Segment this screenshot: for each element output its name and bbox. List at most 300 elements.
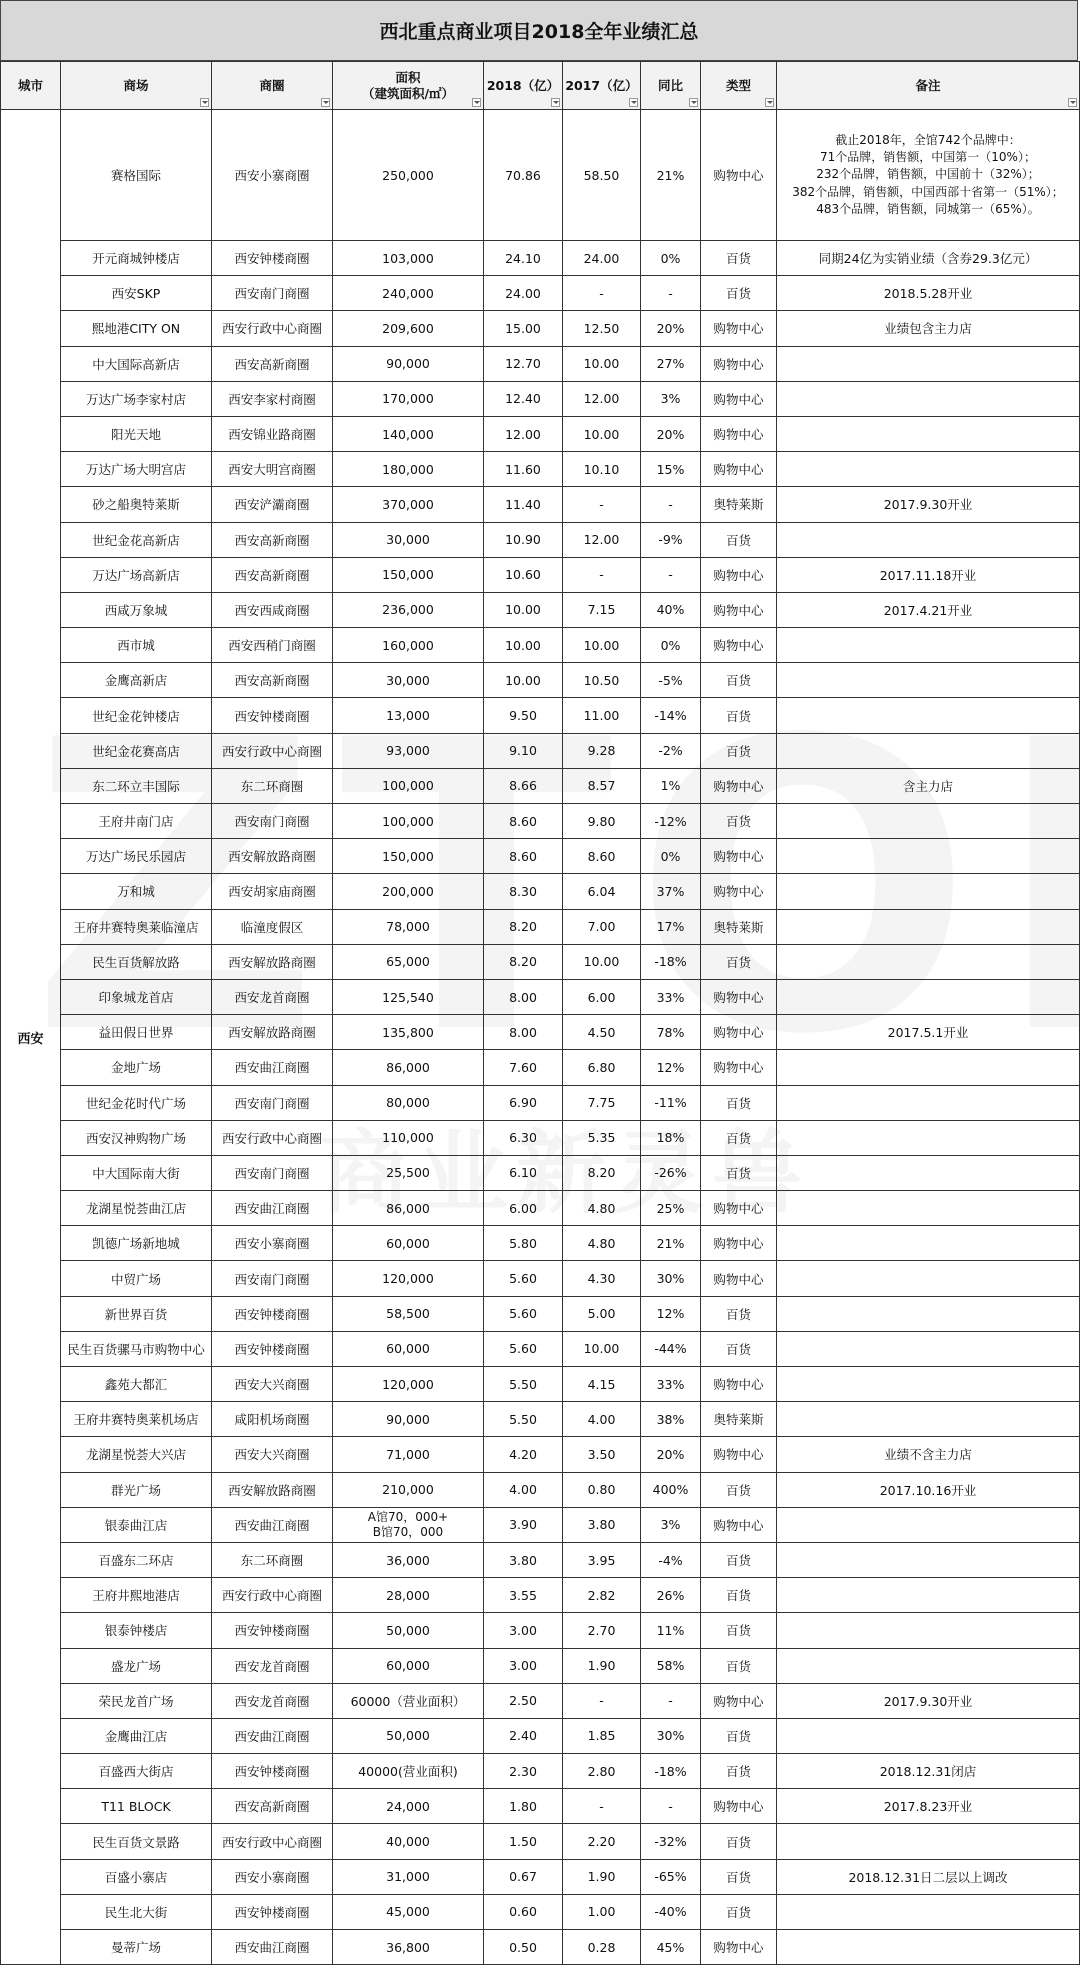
- mall-cell[interactable]: 盛龙广场: [61, 1648, 212, 1683]
- note-cell[interactable]: [777, 628, 1080, 663]
- sales-2018-cell[interactable]: 6.10: [484, 1155, 563, 1190]
- business-district-cell[interactable]: 西安大明宫商圈: [212, 452, 333, 487]
- sales-2017-cell[interactable]: 24.00: [563, 241, 641, 276]
- type-cell[interactable]: 购物中心: [701, 839, 777, 874]
- sales-2017-cell[interactable]: 10.00: [563, 944, 641, 979]
- area-cell[interactable]: 13,000: [333, 698, 484, 733]
- area-cell[interactable]: 250,000: [333, 110, 484, 241]
- area-cell[interactable]: 86,000: [333, 1050, 484, 1085]
- filter-dropdown-icon[interactable]: [1068, 98, 1077, 107]
- mall-cell[interactable]: 民生百货解放路: [61, 944, 212, 979]
- area-cell[interactable]: 135,800: [333, 1015, 484, 1050]
- sales-2018-cell[interactable]: 0.50: [484, 1930, 563, 1965]
- sales-2017-cell[interactable]: 10.00: [563, 1331, 641, 1366]
- sales-2017-cell[interactable]: 9.80: [563, 804, 641, 839]
- business-district-cell[interactable]: 西安西咸商圈: [212, 592, 333, 627]
- mall-cell[interactable]: 民生百货文景路: [61, 1824, 212, 1859]
- sales-2017-cell[interactable]: 7.15: [563, 592, 641, 627]
- filter-dropdown-icon[interactable]: [765, 98, 774, 107]
- sales-2018-cell[interactable]: 6.90: [484, 1085, 563, 1120]
- area-cell[interactable]: 50,000: [333, 1718, 484, 1753]
- mall-cell[interactable]: 王府井南门店: [61, 804, 212, 839]
- yoy-cell[interactable]: -18%: [641, 944, 701, 979]
- mall-cell[interactable]: 百盛东二环店: [61, 1542, 212, 1577]
- note-cell[interactable]: [777, 1648, 1080, 1683]
- type-cell[interactable]: 购物中心: [701, 311, 777, 346]
- mall-cell[interactable]: 西市城: [61, 628, 212, 663]
- note-cell[interactable]: [777, 1155, 1080, 1190]
- type-cell[interactable]: 购物中心: [701, 1437, 777, 1472]
- area-cell[interactable]: 36,000: [333, 1542, 484, 1577]
- area-cell[interactable]: 90,000: [333, 346, 484, 381]
- type-cell[interactable]: 购物中心: [701, 768, 777, 803]
- area-cell[interactable]: 60,000: [333, 1648, 484, 1683]
- type-cell[interactable]: 百货: [701, 1472, 777, 1507]
- filter-dropdown-icon[interactable]: [472, 98, 481, 107]
- note-cell[interactable]: [777, 1085, 1080, 1120]
- type-cell[interactable]: 购物中心: [701, 1191, 777, 1226]
- sales-2017-cell[interactable]: 7.75: [563, 1085, 641, 1120]
- yoy-cell[interactable]: 0%: [641, 628, 701, 663]
- area-cell[interactable]: 25,500: [333, 1155, 484, 1190]
- type-cell[interactable]: 购物中心: [701, 381, 777, 416]
- business-district-cell[interactable]: 西安解放路商圈: [212, 1015, 333, 1050]
- sales-2018-cell[interactable]: 10.60: [484, 557, 563, 592]
- mall-cell[interactable]: 中大国际南大街: [61, 1155, 212, 1190]
- sales-2018-cell[interactable]: 10.90: [484, 522, 563, 557]
- sales-2017-cell[interactable]: 6.80: [563, 1050, 641, 1085]
- type-cell[interactable]: 百货: [701, 1296, 777, 1331]
- area-cell[interactable]: 100,000: [333, 804, 484, 839]
- business-district-cell[interactable]: 西安曲江商圈: [212, 1050, 333, 1085]
- yoy-cell[interactable]: -18%: [641, 1754, 701, 1789]
- type-cell[interactable]: 百货: [701, 1648, 777, 1683]
- header-2017[interactable]: 2017（亿）: [563, 62, 641, 110]
- area-cell[interactable]: 210,000: [333, 1472, 484, 1507]
- business-district-cell[interactable]: 西安小寨商圈: [212, 1859, 333, 1894]
- note-cell[interactable]: [777, 979, 1080, 1014]
- note-cell[interactable]: [777, 1120, 1080, 1155]
- sales-2017-cell[interactable]: 8.20: [563, 1155, 641, 1190]
- yoy-cell[interactable]: 17%: [641, 909, 701, 944]
- sales-2018-cell[interactable]: 12.00: [484, 416, 563, 451]
- type-cell[interactable]: 百货: [701, 733, 777, 768]
- mall-cell[interactable]: 世纪金花赛高店: [61, 733, 212, 768]
- mall-cell[interactable]: 王府井赛特奥莱临潼店: [61, 909, 212, 944]
- mall-cell[interactable]: 世纪金花时代广场: [61, 1085, 212, 1120]
- type-cell[interactable]: 百货: [701, 804, 777, 839]
- yoy-cell[interactable]: -: [641, 487, 701, 522]
- sales-2018-cell[interactable]: 10.00: [484, 663, 563, 698]
- sales-2018-cell[interactable]: 70.86: [484, 110, 563, 241]
- area-cell[interactable]: 65,000: [333, 944, 484, 979]
- yoy-cell[interactable]: -11%: [641, 1085, 701, 1120]
- yoy-cell[interactable]: 27%: [641, 346, 701, 381]
- area-cell[interactable]: 209,600: [333, 311, 484, 346]
- filter-dropdown-icon[interactable]: [689, 98, 698, 107]
- mall-cell[interactable]: 银泰钟楼店: [61, 1613, 212, 1648]
- area-cell[interactable]: 58,500: [333, 1296, 484, 1331]
- sales-2017-cell[interactable]: 10.00: [563, 416, 641, 451]
- sales-2017-cell[interactable]: 3.50: [563, 1437, 641, 1472]
- yoy-cell[interactable]: 33%: [641, 1367, 701, 1402]
- type-cell[interactable]: 购物中心: [701, 1050, 777, 1085]
- note-cell[interactable]: [777, 1613, 1080, 1648]
- note-cell[interactable]: 2017.9.30开业: [777, 487, 1080, 522]
- mall-cell[interactable]: 赛格国际: [61, 110, 212, 241]
- mall-cell[interactable]: 鑫苑大都汇: [61, 1367, 212, 1402]
- note-cell[interactable]: [777, 1507, 1080, 1542]
- sales-2018-cell[interactable]: 12.40: [484, 381, 563, 416]
- sales-2018-cell[interactable]: 10.00: [484, 628, 563, 663]
- yoy-cell[interactable]: 58%: [641, 1648, 701, 1683]
- business-district-cell[interactable]: 西安南门商圈: [212, 1085, 333, 1120]
- note-cell[interactable]: 2018.5.28开业: [777, 276, 1080, 311]
- area-cell[interactable]: 30,000: [333, 522, 484, 557]
- area-cell[interactable]: 160,000: [333, 628, 484, 663]
- type-cell[interactable]: 购物中心: [701, 452, 777, 487]
- note-cell[interactable]: [777, 381, 1080, 416]
- type-cell[interactable]: 购物中心: [701, 1226, 777, 1261]
- mall-cell[interactable]: 王府井熙地港店: [61, 1578, 212, 1613]
- business-district-cell[interactable]: 西安曲江商圈: [212, 1191, 333, 1226]
- sales-2018-cell[interactable]: 8.60: [484, 839, 563, 874]
- note-cell[interactable]: 2017.8.23开业: [777, 1789, 1080, 1824]
- area-cell[interactable]: 100,000: [333, 768, 484, 803]
- note-cell[interactable]: 2018.12.31闭店: [777, 1754, 1080, 1789]
- mall-cell[interactable]: 开元商城钟楼店: [61, 241, 212, 276]
- sales-2018-cell[interactable]: 8.00: [484, 979, 563, 1014]
- mall-cell[interactable]: 印象城龙首店: [61, 979, 212, 1014]
- mall-cell[interactable]: 王府井赛特奥莱机场店: [61, 1402, 212, 1437]
- type-cell[interactable]: 百货: [701, 1754, 777, 1789]
- mall-cell[interactable]: 东二环立丰国际: [61, 768, 212, 803]
- sales-2017-cell[interactable]: 4.00: [563, 1402, 641, 1437]
- note-cell[interactable]: 2017.11.18开业: [777, 557, 1080, 592]
- yoy-cell[interactable]: -: [641, 557, 701, 592]
- sales-2017-cell[interactable]: 58.50: [563, 110, 641, 241]
- area-cell[interactable]: 93,000: [333, 733, 484, 768]
- sales-2018-cell[interactable]: 8.20: [484, 909, 563, 944]
- business-district-cell[interactable]: 西安行政中心商圈: [212, 1824, 333, 1859]
- note-cell[interactable]: 含主力店: [777, 768, 1080, 803]
- note-cell[interactable]: [777, 1226, 1080, 1261]
- note-cell[interactable]: [777, 663, 1080, 698]
- sales-2018-cell[interactable]: 0.67: [484, 1859, 563, 1894]
- type-cell[interactable]: 百货: [701, 1613, 777, 1648]
- city-cell[interactable]: 西安: [1, 110, 61, 1965]
- sales-2017-cell[interactable]: 11.00: [563, 698, 641, 733]
- type-cell[interactable]: 百货: [701, 1894, 777, 1929]
- yoy-cell[interactable]: 38%: [641, 1402, 701, 1437]
- yoy-cell[interactable]: 0%: [641, 839, 701, 874]
- yoy-cell[interactable]: -9%: [641, 522, 701, 557]
- area-cell[interactable]: 28,000: [333, 1578, 484, 1613]
- business-district-cell[interactable]: 西安小寨商圈: [212, 110, 333, 241]
- sales-2017-cell[interactable]: 12.00: [563, 522, 641, 557]
- yoy-cell[interactable]: 3%: [641, 381, 701, 416]
- sales-2017-cell[interactable]: 2.80: [563, 1754, 641, 1789]
- header-area[interactable]: 面积 （建筑面积/㎡）: [333, 62, 484, 110]
- sales-2018-cell[interactable]: 9.50: [484, 698, 563, 733]
- yoy-cell[interactable]: 20%: [641, 416, 701, 451]
- mall-cell[interactable]: T11 BLOCK: [61, 1789, 212, 1824]
- area-cell[interactable]: 36,800: [333, 1930, 484, 1965]
- sales-2018-cell[interactable]: 5.50: [484, 1402, 563, 1437]
- yoy-cell[interactable]: -2%: [641, 733, 701, 768]
- note-cell[interactable]: 2017.10.16开业: [777, 1472, 1080, 1507]
- filter-dropdown-icon[interactable]: [551, 98, 560, 107]
- note-cell[interactable]: [777, 874, 1080, 909]
- sales-2018-cell[interactable]: 9.10: [484, 733, 563, 768]
- area-cell[interactable]: 236,000: [333, 592, 484, 627]
- sales-2018-cell[interactable]: 3.00: [484, 1613, 563, 1648]
- yoy-cell[interactable]: 12%: [641, 1296, 701, 1331]
- type-cell[interactable]: 百货: [701, 241, 777, 276]
- business-district-cell[interactable]: 西安钟楼商圈: [212, 241, 333, 276]
- business-district-cell[interactable]: 西安钟楼商圈: [212, 1754, 333, 1789]
- area-cell[interactable]: 50,000: [333, 1613, 484, 1648]
- sales-2018-cell[interactable]: 8.60: [484, 804, 563, 839]
- business-district-cell[interactable]: 西安高新商圈: [212, 557, 333, 592]
- area-cell[interactable]: 240,000: [333, 276, 484, 311]
- mall-cell[interactable]: 中大国际高新店: [61, 346, 212, 381]
- type-cell[interactable]: 购物中心: [701, 557, 777, 592]
- type-cell[interactable]: 购物中心: [701, 874, 777, 909]
- type-cell[interactable]: 百货: [701, 663, 777, 698]
- area-cell[interactable]: 40000(营业面积): [333, 1754, 484, 1789]
- sales-2018-cell[interactable]: 8.66: [484, 768, 563, 803]
- type-cell[interactable]: 百货: [701, 522, 777, 557]
- business-district-cell[interactable]: 东二环商圈: [212, 1542, 333, 1577]
- sales-2018-cell[interactable]: 3.80: [484, 1542, 563, 1577]
- yoy-cell[interactable]: -: [641, 1789, 701, 1824]
- yoy-cell[interactable]: 18%: [641, 1120, 701, 1155]
- yoy-cell[interactable]: 21%: [641, 1226, 701, 1261]
- type-cell[interactable]: 购物中心: [701, 628, 777, 663]
- type-cell[interactable]: 购物中心: [701, 110, 777, 241]
- note-cell[interactable]: [777, 1050, 1080, 1085]
- yoy-cell[interactable]: 37%: [641, 874, 701, 909]
- type-cell[interactable]: 百货: [701, 1542, 777, 1577]
- mall-cell[interactable]: 西安汉神购物广场: [61, 1120, 212, 1155]
- sales-2018-cell[interactable]: 10.00: [484, 592, 563, 627]
- type-cell[interactable]: 购物中心: [701, 1683, 777, 1718]
- area-cell[interactable]: 170,000: [333, 381, 484, 416]
- sales-2017-cell[interactable]: 9.28: [563, 733, 641, 768]
- sales-2017-cell[interactable]: 10.00: [563, 628, 641, 663]
- yoy-cell[interactable]: 0%: [641, 241, 701, 276]
- mall-cell[interactable]: 民生百货骡马市购物中心: [61, 1331, 212, 1366]
- mall-cell[interactable]: 砂之船奥特莱斯: [61, 487, 212, 522]
- yoy-cell[interactable]: 33%: [641, 979, 701, 1014]
- mall-cell[interactable]: 万达广场大明宫店: [61, 452, 212, 487]
- sales-2017-cell[interactable]: 1.85: [563, 1718, 641, 1753]
- sales-2018-cell[interactable]: 2.40: [484, 1718, 563, 1753]
- mall-cell[interactable]: 金地广场: [61, 1050, 212, 1085]
- yoy-cell[interactable]: -65%: [641, 1859, 701, 1894]
- type-cell[interactable]: 购物中心: [701, 1789, 777, 1824]
- area-cell[interactable]: 60,000: [333, 1226, 484, 1261]
- type-cell[interactable]: 购物中心: [701, 346, 777, 381]
- business-district-cell[interactable]: 西安行政中心商圈: [212, 1578, 333, 1613]
- sales-2018-cell[interactable]: 8.00: [484, 1015, 563, 1050]
- yoy-cell[interactable]: 45%: [641, 1930, 701, 1965]
- sales-2018-cell[interactable]: 2.50: [484, 1683, 563, 1718]
- yoy-cell[interactable]: 78%: [641, 1015, 701, 1050]
- note-cell[interactable]: [777, 346, 1080, 381]
- area-cell[interactable]: 180,000: [333, 452, 484, 487]
- business-district-cell[interactable]: 西安曲江商圈: [212, 1507, 333, 1542]
- type-cell[interactable]: 百货: [701, 1824, 777, 1859]
- sales-2018-cell[interactable]: 5.80: [484, 1226, 563, 1261]
- note-cell[interactable]: [777, 110, 1080, 241]
- note-cell[interactable]: [777, 839, 1080, 874]
- area-cell[interactable]: 71,000: [333, 1437, 484, 1472]
- sales-2018-cell[interactable]: 24.10: [484, 241, 563, 276]
- sales-2017-cell[interactable]: 1.00: [563, 1894, 641, 1929]
- type-cell[interactable]: 购物中心: [701, 1507, 777, 1542]
- note-cell[interactable]: [777, 416, 1080, 451]
- sales-2018-cell[interactable]: 0.60: [484, 1894, 563, 1929]
- type-cell[interactable]: 奥特莱斯: [701, 909, 777, 944]
- business-district-cell[interactable]: 西安龙首商圈: [212, 979, 333, 1014]
- note-cell[interactable]: 同期24亿为实销业绩（含券29.3亿元）: [777, 241, 1080, 276]
- sales-2017-cell[interactable]: 4.30: [563, 1261, 641, 1296]
- area-cell[interactable]: 125,540: [333, 979, 484, 1014]
- yoy-cell[interactable]: -4%: [641, 1542, 701, 1577]
- yoy-cell[interactable]: -40%: [641, 1894, 701, 1929]
- area-cell[interactable]: 24,000: [333, 1789, 484, 1824]
- note-cell[interactable]: [777, 1930, 1080, 1965]
- area-cell[interactable]: [333, 1507, 484, 1542]
- business-district-cell[interactable]: 西安钟楼商圈: [212, 1296, 333, 1331]
- sales-2018-cell[interactable]: 8.20: [484, 944, 563, 979]
- note-cell[interactable]: [777, 452, 1080, 487]
- business-district-cell[interactable]: 西安龙首商圈: [212, 1683, 333, 1718]
- note-cell[interactable]: [777, 1542, 1080, 1577]
- yoy-cell[interactable]: 26%: [641, 1578, 701, 1613]
- yoy-cell[interactable]: -: [641, 1683, 701, 1718]
- sales-2017-cell[interactable]: 3.80: [563, 1507, 641, 1542]
- area-cell[interactable]: 30,000: [333, 663, 484, 698]
- sales-2017-cell[interactable]: 12.00: [563, 381, 641, 416]
- sales-2018-cell[interactable]: 5.60: [484, 1296, 563, 1331]
- sales-2018-cell[interactable]: 4.20: [484, 1437, 563, 1472]
- yoy-cell[interactable]: 3%: [641, 1507, 701, 1542]
- type-cell[interactable]: 购物中心: [701, 1015, 777, 1050]
- note-cell[interactable]: 2017.4.21开业: [777, 592, 1080, 627]
- type-cell[interactable]: 购物中心: [701, 592, 777, 627]
- sales-2017-cell[interactable]: 5.00: [563, 1296, 641, 1331]
- area-cell[interactable]: 200,000: [333, 874, 484, 909]
- sales-2017-cell[interactable]: 1.90: [563, 1859, 641, 1894]
- business-district-cell[interactable]: 西安钟楼商圈: [212, 1613, 333, 1648]
- yoy-cell[interactable]: -26%: [641, 1155, 701, 1190]
- sales-2018-cell[interactable]: 3.55: [484, 1578, 563, 1613]
- sales-2017-cell[interactable]: -: [563, 487, 641, 522]
- type-cell[interactable]: 奥特莱斯: [701, 1402, 777, 1437]
- sales-2017-cell[interactable]: 10.00: [563, 346, 641, 381]
- mall-cell[interactable]: 龙湖星悦荟曲江店: [61, 1191, 212, 1226]
- business-district-cell[interactable]: 西安行政中心商圈: [212, 733, 333, 768]
- business-district-cell[interactable]: 西安南门商圈: [212, 1155, 333, 1190]
- type-cell[interactable]: 百货: [701, 1085, 777, 1120]
- sales-2018-cell[interactable]: 7.60: [484, 1050, 563, 1085]
- sales-2017-cell[interactable]: 7.00: [563, 909, 641, 944]
- type-cell[interactable]: 百货: [701, 1155, 777, 1190]
- note-cell[interactable]: 业绩不含主力店: [777, 1437, 1080, 1472]
- mall-cell[interactable]: 群光广场: [61, 1472, 212, 1507]
- type-cell[interactable]: 购物中心: [701, 1367, 777, 1402]
- mall-cell[interactable]: 百盛西大街店: [61, 1754, 212, 1789]
- header-business-district[interactable]: 商圈: [212, 62, 333, 110]
- business-district-cell[interactable]: 西安解放路商圈: [212, 839, 333, 874]
- type-cell[interactable]: 百货: [701, 1120, 777, 1155]
- yoy-cell[interactable]: 1%: [641, 768, 701, 803]
- type-cell[interactable]: 购物中心: [701, 416, 777, 451]
- sales-2017-cell[interactable]: 6.00: [563, 979, 641, 1014]
- sales-2017-cell[interactable]: 8.60: [563, 839, 641, 874]
- note-cell[interactable]: [777, 1894, 1080, 1929]
- note-cell[interactable]: [777, 1824, 1080, 1859]
- business-district-cell[interactable]: 西安高新商圈: [212, 1789, 333, 1824]
- area-cell[interactable]: 80,000: [333, 1085, 484, 1120]
- area-cell[interactable]: 103,000: [333, 241, 484, 276]
- sales-2017-cell[interactable]: -: [563, 1683, 641, 1718]
- sales-2017-cell[interactable]: 4.80: [563, 1191, 641, 1226]
- sales-2017-cell[interactable]: 4.80: [563, 1226, 641, 1261]
- sales-2018-cell[interactable]: 24.00: [484, 276, 563, 311]
- business-district-cell[interactable]: 西安锦业路商圈: [212, 416, 333, 451]
- sales-2017-cell[interactable]: 5.35: [563, 1120, 641, 1155]
- sales-2018-cell[interactable]: 1.50: [484, 1824, 563, 1859]
- yoy-cell[interactable]: 12%: [641, 1050, 701, 1085]
- mall-cell[interactable]: 曼蒂广场: [61, 1930, 212, 1965]
- sales-2017-cell[interactable]: -: [563, 1789, 641, 1824]
- sales-2018-cell[interactable]: 11.40: [484, 487, 563, 522]
- mall-cell[interactable]: 凯德广场新地城: [61, 1226, 212, 1261]
- mall-cell[interactable]: 荣民龙首广场: [61, 1683, 212, 1718]
- business-district-cell[interactable]: 西安曲江商圈: [212, 1930, 333, 1965]
- note-cell[interactable]: [777, 733, 1080, 768]
- business-district-cell[interactable]: 西安浐灞商圈: [212, 487, 333, 522]
- area-cell[interactable]: 370,000: [333, 487, 484, 522]
- header-yoy[interactable]: 同比: [641, 62, 701, 110]
- type-cell[interactable]: 百货: [701, 1331, 777, 1366]
- area-cell[interactable]: 78,000: [333, 909, 484, 944]
- sales-2018-cell[interactable]: 6.30: [484, 1120, 563, 1155]
- sales-2017-cell[interactable]: 10.10: [563, 452, 641, 487]
- business-district-cell[interactable]: 西安曲江商圈: [212, 1718, 333, 1753]
- business-district-cell[interactable]: 西安大兴商圈: [212, 1367, 333, 1402]
- business-district-cell[interactable]: 西安解放路商圈: [212, 1472, 333, 1507]
- sales-2017-cell[interactable]: -: [563, 276, 641, 311]
- mall-cell[interactable]: 金鹰曲江店: [61, 1718, 212, 1753]
- sales-2018-cell[interactable]: 2.30: [484, 1754, 563, 1789]
- type-cell[interactable]: 购物中心: [701, 979, 777, 1014]
- business-district-cell[interactable]: 东二环商圈: [212, 768, 333, 803]
- mall-cell[interactable]: 西安SKP: [61, 276, 212, 311]
- business-district-cell[interactable]: 咸阳机场商圈: [212, 1402, 333, 1437]
- area-cell[interactable]: 120,000: [333, 1261, 484, 1296]
- mall-cell[interactable]: 熙地港CITY ON: [61, 311, 212, 346]
- type-cell[interactable]: 百货: [701, 1859, 777, 1894]
- note-cell[interactable]: [777, 1261, 1080, 1296]
- note-cell[interactable]: [777, 1402, 1080, 1437]
- mall-cell[interactable]: 益田假日世界: [61, 1015, 212, 1050]
- business-district-cell[interactable]: 西安钟楼商圈: [212, 698, 333, 733]
